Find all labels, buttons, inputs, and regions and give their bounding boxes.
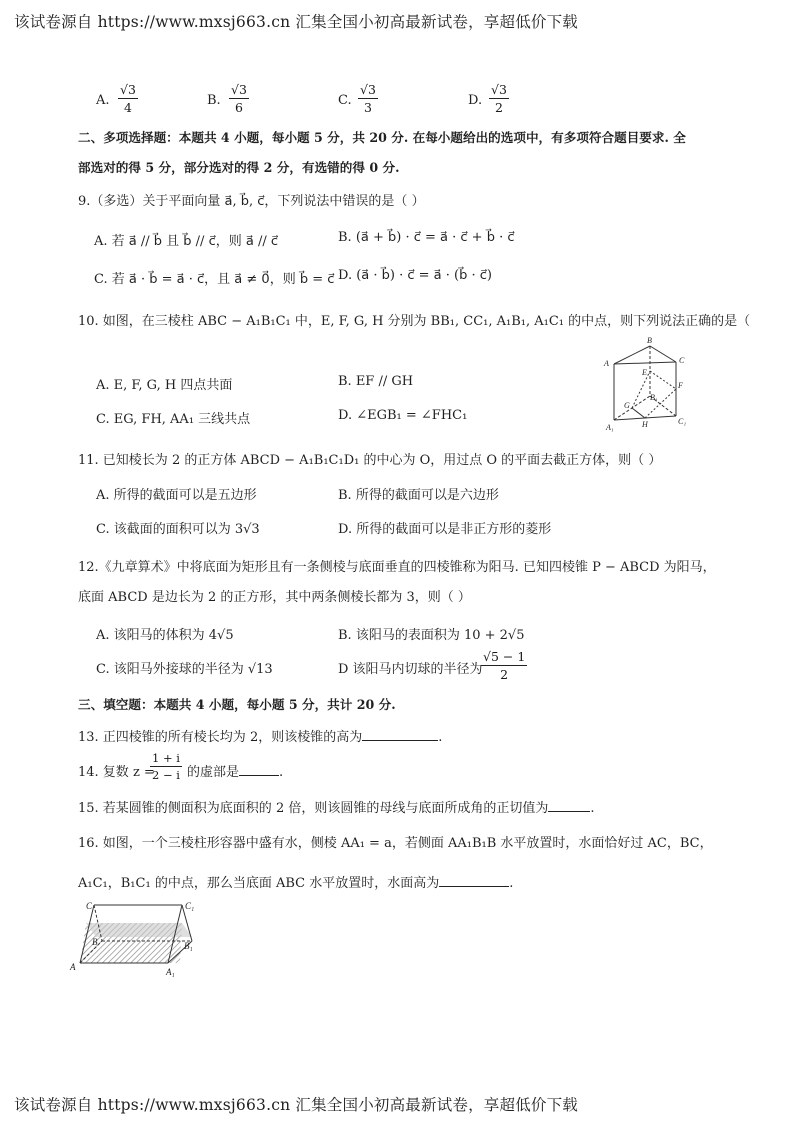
q13-text: 13. 正四棱锥的所有棱长均为 2，则该棱锥的高为: [78, 730, 363, 745]
q15-period: .: [590, 801, 595, 816]
q9-option-b: B. (a⃗ + b⃗) · c⃗ = a⃗ · c⃗ + b⃗ · c⃗: [338, 230, 515, 245]
fraction-denominator: 2 − i: [152, 768, 180, 782]
q14-suffix: 的虚部是: [187, 765, 240, 780]
q15-answer-blank[interactable]: [548, 811, 590, 812]
section2-heading-line1: 二、多项选择题：本题共 4 小题，每小题 5 分，共 20 分. 在每小题给出的选项中，有多项符合题目要求. 全: [78, 130, 686, 145]
fraction-denominator: 4: [123, 100, 132, 115]
fraction-numerator: √3: [360, 82, 376, 97]
label-b: B: [647, 336, 652, 345]
q8-option-d-letter: D.: [468, 93, 483, 108]
label-c: C: [679, 356, 685, 365]
q16-answer-blank[interactable]: [439, 886, 509, 887]
label-c1: C₁: [185, 901, 195, 911]
q8-option-a-value: [118, 82, 138, 115]
q16-text: A₁C₁，B₁C₁ 的中点，那么当底面 ABC 水平放置时，水面高为: [78, 876, 440, 891]
fraction-denominator: 2: [494, 100, 503, 115]
q8-option-a-letter: A.: [96, 93, 110, 108]
q13-answer-blank[interactable]: [362, 740, 438, 741]
label-a: A: [604, 359, 609, 368]
label-b1: B₁: [184, 941, 193, 951]
q11-option-a: A. 所得的截面可以是五边形: [96, 488, 257, 503]
label-h: H: [642, 420, 648, 429]
q16-stem-line1: 16. 如图，一个三棱柱形容器中盛有水，侧棱 AA₁ = a，若侧面 AA₁B₁B 水平放置时，水面恰好过 AC，BC，: [78, 836, 713, 851]
label-e: E: [642, 368, 647, 377]
label-a: A: [70, 962, 76, 972]
q15-question: [78, 797, 594, 816]
fraction-numerator: √3: [231, 82, 247, 97]
q11-option-b: B. 所得的截面可以是六边形: [338, 488, 499, 503]
q8-option-b-value: [229, 82, 249, 115]
q10-prism-figure: [600, 334, 700, 434]
q9-stem: 9.（多选）关于平面向量 a⃗, b⃗, c⃗，下列说法中错误的是（ ）: [78, 194, 425, 209]
label-a1: A₁: [166, 967, 175, 977]
q8-option-c-value: [358, 82, 378, 115]
q9-option-a: A. 若 a⃗ // b⃗ 且 b⃗ // c⃗，则 a⃗ // c⃗: [94, 234, 278, 249]
q14-prefix: 14. 复数 z =: [78, 765, 155, 780]
fraction-numerator: 1 + i: [152, 751, 180, 765]
label-f: F: [678, 381, 683, 390]
label-g: G: [624, 401, 630, 410]
fraction-denominator: 6: [234, 100, 243, 115]
fraction-denominator: 2: [500, 667, 509, 682]
q14-period: .: [279, 765, 284, 780]
q8-option-b-letter: B.: [207, 93, 221, 108]
q12-stem-line1: 12.《九章算术》中将底面为矩形且有一条侧棱与底面垂直的四棱锥称为阳马. 已知四棱锥 P − ABCD 为阳马，: [78, 560, 716, 575]
q12-option-d-fraction: [481, 649, 527, 682]
label-b: B: [92, 937, 98, 947]
q10-option-b: B. EF // GH: [338, 374, 414, 389]
q11-option-c: C. 该截面的面积可以为 3√3: [96, 522, 260, 537]
q11-option-d: D. 所得的截面可以是非正方形的菱形: [338, 522, 552, 537]
q8-option-c-letter: C.: [338, 93, 352, 108]
q10-option-a: A. E, F, G, H 四点共面: [96, 378, 233, 393]
q10-stem: 10. 如图，在三棱柱 ABC − A₁B₁C₁ 中，E, F, G, H 分别为 BB₁, CC₁, A₁B₁, A₁C₁ 的中点，则下列说法正确的是（: [78, 314, 751, 329]
q15-text: 15. 若某圆锥的侧面积为底面积的 2 倍，则该圆锥的母线与底面所成角的正切值为: [78, 801, 549, 816]
source-footer: 该试卷源自 https://www.mxsj663.cn 汇集全国小初高最新试卷，享超低价下载: [14, 1096, 579, 1114]
label-a1: A₁: [606, 423, 614, 432]
q13-question: [78, 726, 442, 745]
section3-heading: 三、填空题：本题共 4 小题，每小题 5 分，共计 20 分.: [78, 697, 396, 712]
section2-heading-line2: 部选对的得 5 分，部分选对的得 2 分，有选错的得 0 分.: [78, 160, 400, 175]
q16-period: .: [509, 876, 514, 891]
label-c1: C₁: [678, 417, 687, 426]
fraction-numerator: √5 − 1: [483, 649, 526, 664]
q12-option-c: C. 该阳马外接球的半径为 √13: [96, 662, 273, 677]
q12-stem-line2: 底面 ABCD 是边长为 2 的正方形，其中两条侧棱长都为 3，则（ ）: [78, 590, 471, 605]
fraction-numerator: √3: [491, 82, 507, 97]
q10-option-c: C. EG, FH, AA₁ 三线共点: [96, 412, 251, 427]
label-c: C: [86, 901, 93, 911]
fraction-numerator: √3: [120, 82, 136, 97]
q9-option-c: C. 若 a⃗ · b⃗ = a⃗ · c⃗，且 a⃗ ≠ 0⃗，则 b⃗ = c⃗: [94, 272, 335, 287]
q9-option-d: D. (a⃗ · b⃗) · c⃗ = a⃗ · (b⃗ · c⃗): [338, 268, 492, 283]
source-header: 该试卷源自 https://www.mxsj663.cn 汇集全国小初高最新试卷，享超低价下载: [14, 13, 579, 31]
q14-fraction: [150, 751, 182, 782]
q13-period: .: [438, 730, 443, 745]
q12-option-d: D 该阳马内切球的半径为: [338, 662, 483, 677]
q16-stem-line2: [78, 872, 513, 891]
q12-option-a: A. 该阳马的体积为 4√5: [96, 628, 234, 643]
label-b1: B₁: [650, 393, 658, 402]
q10-option-d: D. ∠EGB₁ = ∠FHC₁: [338, 408, 468, 423]
q12-option-b: B. 该阳马的表面积为 10 + 2√5: [338, 628, 525, 643]
q14-answer-blank[interactable]: [239, 775, 279, 776]
q11-stem: 11. 已知棱长为 2 的正方体 ABCD − A₁B₁C₁D₁ 的中心为 O，用过点 O 的平面去截正方体，则（ ）: [78, 453, 662, 468]
fraction-denominator: 3: [363, 100, 372, 115]
q8-option-d-value: [489, 82, 509, 115]
q16-container-figure: [66, 897, 206, 979]
q14-suffix-group: [187, 761, 283, 780]
